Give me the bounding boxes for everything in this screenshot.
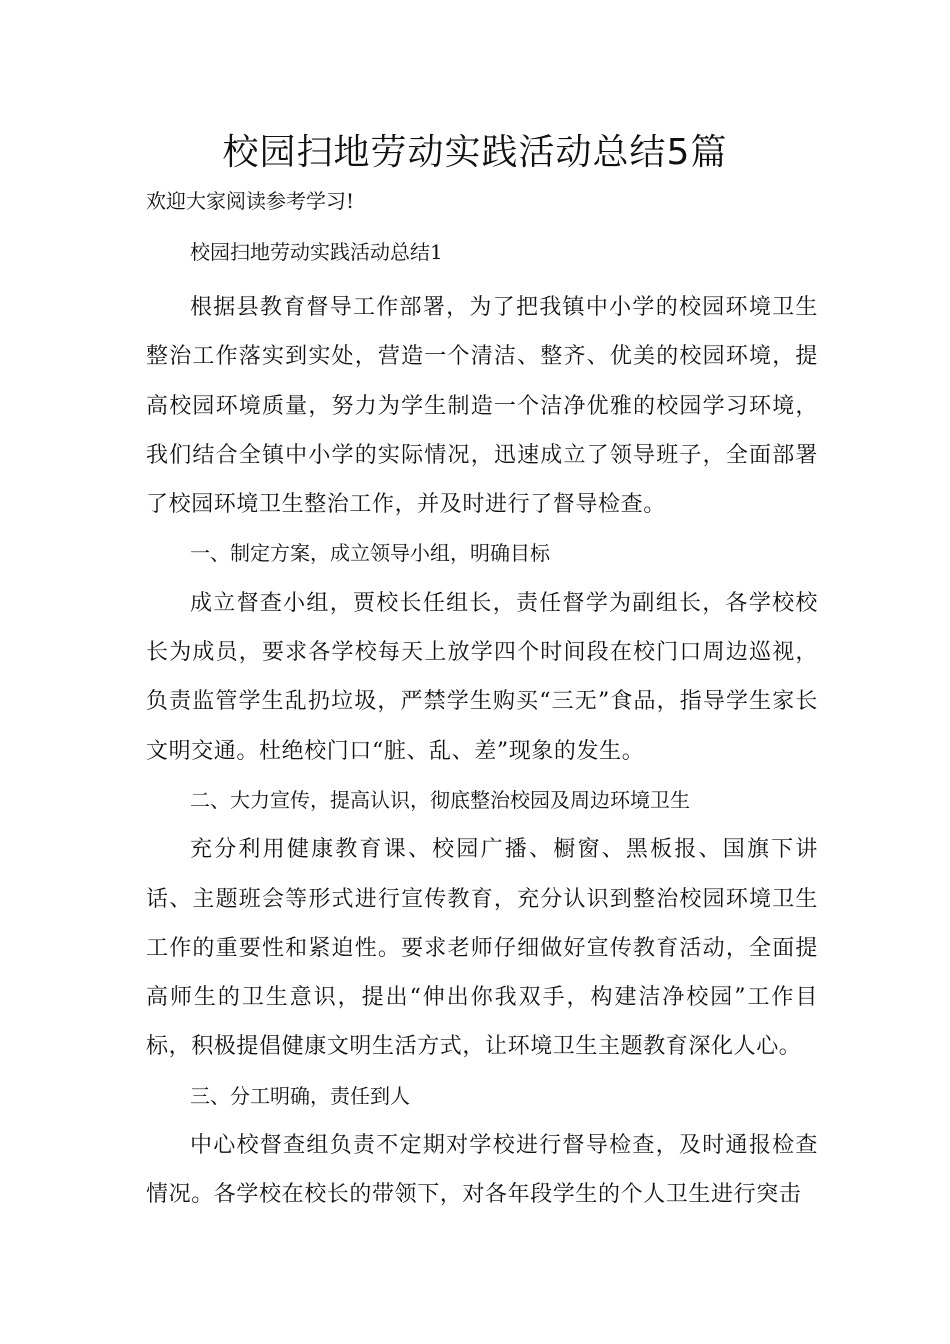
paragraph-3: 充分利用健康教育课、校园广播、橱窗、黑板报、国旗下讲话、主题班会等形式进行宣传教育，充分认识到整治校园环境卫生工作的重要性和紧迫性。要求老师仔细做好宣传教育活动，全面提高师生的卫生意识，提出“伸出你我双手，构建洁净校园”工作目标，积极提倡健康文明生活方式，让环境卫生主题教育深化人心。	[146, 837, 818, 1060]
section-subtitle: 校园扫地劳动实践活动总结1	[190, 240, 443, 264]
intro-text: 欢迎大家阅读参考学习!	[146, 189, 355, 213]
heading-3: 三、分工明确，责任到人	[190, 1083, 410, 1108]
document-title: 校园扫地劳动实践活动总结5篇	[222, 132, 728, 173]
paragraph-4: 中心校督查组负责不定期对学校进行督导检查，及时通报检查情况。各学校在校长的带领下，对各年段学生的个人卫生进行突击	[146, 1133, 818, 1208]
heading-2: 二、大力宣传，提高认识，彻底整治校园及周边环境卫生	[190, 787, 690, 812]
paragraph-2: 成立督查小组，贾校长任组长，责任督学为副组长，各学校校长为成员，要求各学校每天上放学四个时间段在校门口周边巡视，负责监管学生乱扔垃圾，严禁学生购买“三无”食品，指导学生家长文明交通。杜绝校门口“脏、乱、差”现象的发生。	[146, 590, 818, 764]
body-text	[146, 283, 818, 1220]
paragraph-1: 根据县教育督导工作部署，为了把我镇中小学的校园环境卫生整治工作落实到实处，营造一个清洁、整齐、优美的校园环境，提高校园环境质量，努力为学生制造一个洁净优雅的校园学习环境，我们结合全镇中小学的实际情况，迅速成立了领导班子，全面部署了校园环境卫生整治工作，并及时进行了督导检查。	[146, 295, 818, 518]
heading-1: 一、制定方案，成立领导小组，明确目标	[190, 541, 550, 566]
